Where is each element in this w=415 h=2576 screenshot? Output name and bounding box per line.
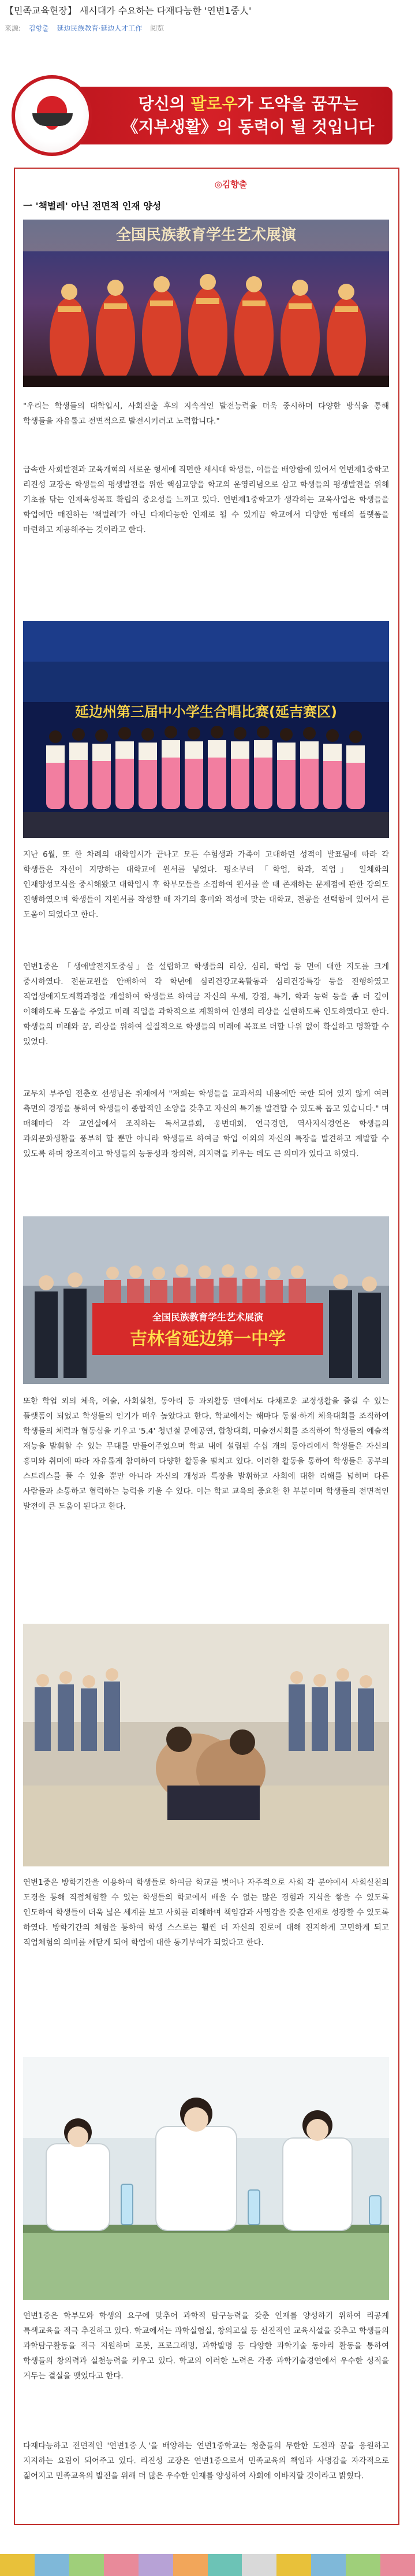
- paragraph-9: 다재다능하고 전면적인 '연변1중人'을 배양하는 연변1중학교는 청춘들의 무한한 도전과 꿈을 응원하고 지지하는 요람이 되어주고 있다. 리진성 교장은 연변1중으로서 민족교육의 책임과 사명감을 자각적으로 짊어지고 민족교육의 발전을 위해 더 많은 우수한 인재를 양성하여 사회에 이바지할 것이라고 밝혔다.: [23, 2441, 389, 2481]
- footer-stripe-11: [380, 2554, 415, 2576]
- meta-author-link[interactable]: 김향출: [28, 24, 49, 32]
- footer-stripe-5: [173, 2554, 208, 2576]
- meta-views: 阅览: [150, 24, 164, 32]
- footer-stripe-2: [69, 2554, 104, 2576]
- footer-stripe-9: [311, 2554, 346, 2576]
- follow-banner[interactable]: [6, 69, 404, 162]
- photo1-caption: 全国民族教育学生艺术展演: [115, 227, 297, 244]
- footer-stripe-7: [242, 2554, 276, 2576]
- paragraph-1: "우리는 학생들의 대학입시, 사회진출 후의 지속적인 발전능력을 더욱 중시하며 다양한 방식을 통해 학생들을 자유롭고 전면적으로 발전시키려고 노력합니다.": [23, 402, 389, 426]
- paragraph-7: 연변1중은 방학기간을 이용하여 학생들로 하여금 학교를 벗어나 자주적으로 사회 각 분야에서 사회실천의 도경을 통해 직접체험할 수 있는 학생들의 학교에서 배울 수 없는 많은 경험과 지식을 쌓을 수 있도록 인도하여 학생들이 더욱 넓은 세계를 보고 사회를 리해하며 책임감과 사명감을 갖춘 인재로 성장할 수 있도록 하였다. 방학기간의 체험을 통하여 학생 스스로는 훨씬 더 자신의 진로에 대해 진지하게 고민하게 되고 직업체험의 의미를 깨닫게 되어 학업에 대한 동기부여가 되었다고 한다.: [23, 1878, 389, 1947]
- photo-choir: [23, 621, 389, 838]
- footer-stripe-6: [208, 2554, 242, 2576]
- photo3-caption-1: 全国民族教育学生艺术展演: [152, 1312, 264, 1323]
- photo3-caption-2: 吉林省延边第一中学: [130, 1329, 286, 1349]
- meta-source-label: 来源:: [5, 24, 21, 32]
- banner-line-2: 《지부생활》의 동력이 될 것입니다: [122, 117, 375, 136]
- article-byline: ◎김향출: [214, 179, 248, 190]
- footer-stripe-1: [35, 2554, 69, 2576]
- article-headline: 【민족교육현장】 새시대가 수요하는 다재다능한 '연변1중人': [5, 5, 252, 16]
- footer-stripes: [0, 2554, 415, 2576]
- paragraph-6: 또한 학업 외의 체육, 예술, 사회실천, 동아리 등 과외활동 면에서도 다채로운 교정생활을 즐길 수 있는 플랫폼이 되었고 학생들의 인기가 매우 높았다고 한다. 학교에서는 해마다 동절·하계 체육대회를 조직하여 학생들의 체력과 협동심을 키우고 '5.4' 청년절 문예공연, 합창대회, 미술전시회를 조직하여 학생들의 예술적 재능을 발휘할 수 있는 무대를 만들어주었으며 학교 내에 설립된 수십 개의 동아리에서 학생들은 자신의 흥미와 취미에 따라 자유롭게 참여하여 다양한 활동을 펼치고 있다. 이러한 활동을 통하여 학생들은 공부의 스트레스를 풀 수 있을 뿐만 아니라 자신의 개성과 특장을 발휘하고 사회에 대한 리해를 넓히며 다른 사람들과 소통하고 협력하는 능력을 키울 수 있다. 이는 학교 교육의 중요한 한 부분이며 학생들의 전면적인 발전에 큰 도움이 된다고 한다.: [23, 1397, 389, 1511]
- paragraph-8: 연변1중은 학부모와 학생의 요구에 맞추어 과학적 탐구능력을 갖춘 인재를 양성하기 위하여 리공계 특색교육을 적극 추진하고 있다. 학교에서는 과학실험실, 창의교실 등 선진적인 교육시설을 갖추고 학생들의 과학탐구활동을 적극 지원하며 로봇, 프로그래밍, 과학발명 등 다양한 과학기술 동아리 활동을 통하여 학생들의 창의력과 실천능력을 키우고 있다. 학교의 이러한 노력은 각종 과학기술경연에서 우수한 성적을 거두는 결실을 맺었다고 한다.: [23, 2311, 389, 2381]
- photo-lab: [23, 2057, 389, 2300]
- banner-line-1: 당신의 팔로우가 도약을 꿈꾸는: [138, 94, 358, 113]
- magazine-logo-icon: [12, 75, 92, 156]
- footer-stripe-10: [346, 2554, 380, 2576]
- photo2-caption: 延边州第三届中小学生合唱比赛(延吉赛区): [75, 704, 337, 720]
- logo-base: [32, 113, 73, 126]
- photo-group-banner: [23, 1216, 389, 1384]
- article-subhead: 一 '책벌레' 아닌 전면적 인재 양성: [23, 201, 162, 211]
- paragraph-4: 연변1중은 「생애발전지도중심」을 설립하고 학생들의 리상, 심리, 학업 등 면에 대한 지도를 크게 중시하였다. 전문교원을 안배하여 각 학년에 심리건강교육활동과 심리건강특강 등을 진행하였고 직업생애지도계획과정을 개설하여 학생들로 하여금 자신의 우세, 강점, 특기, 학과 능력 등을 좀 더 깊이 이해하도록 도움을 주었고 미래 직업을 과학적으로 계획하여 인생의 리상을 실현하도록 인도하였다고 한다. 학생들의 미래와 꿈, 리상을 위하여 실질적으로 학생들의 미래에 목표로 더할 나위 없이 확실하고 명확할 수 있었다.: [23, 962, 389, 1046]
- photo-dancers: [23, 220, 389, 387]
- paragraph-5: 교무처 부주임 전춘호 선생님은 취재에서 "저희는 학생들을 교과서의 내용에만 국한 되어 있지 않게 여러 측면의 경쟁을 통하여 학생들이 종합적인 소양을 갖추고 자신의 특기를 발견할 수 있도록 돕고 있습니다." 며 매해마다 각 교연실에서 조직하는 독서교류회, 웅변대회, 연극경연, 역사지식경연은 학생들의 과외문화생활을 풍부히 할 뿐만 아니라 학생들로 하여금 학업 이외의 자신의 특장을 발견하고 계발할 수 있도록 하며 창조적이고 학생들의 능동성과 창의력, 의지력을 키우는 데도 큰 의미가 있다고 하였다.: [23, 1089, 389, 1159]
- footer-stripe-3: [104, 2554, 139, 2576]
- footer-stripe-8: [276, 2554, 311, 2576]
- paragraph-3: 지난 6월, 또 한 차례의 대학입시가 끝나고 모든 수험생과 가족이 고대하던 성적이 발표됨에 따라 각 학생들은 자신이 지망하는 대학교에 원서를 넣었다. 평소부터 「학업, 학과, 직업」 일체화의 인재양성모식을 중시해왔고 대학입시 후 학부모들을 소집하여 원서를 쓸 때 존재하는 문제점에 관한 강의도 진행하였으며 학생들이 지원서를 작성할 때 자기의 흥미와 적성에 맞는 대학교, 전공을 선택함에 있어서 큰 도움이 되었다고 한다.: [23, 850, 389, 919]
- photo-wrestling: [23, 1624, 389, 1866]
- article-meta: [5, 23, 409, 34]
- footer-stripe-4: [139, 2554, 173, 2576]
- paragraph-2: 급속한 사회발전과 교육개혁의 새로운 형세에 직면한 새시대 학생들, 이들을 배양함에 있어서 연변제1중학교 리진성 교장은 학생들의 평생발전을 위한 핵심교양을 학교의 운영리념으로 삼고 학생들의 평생발전을 위해 기초를 닦는 인재육성목표 확립의 중요성을 느끼고 있다. 연변제1중학교가 생각하는 교육사업은 학생들을 학업에만 매진하는 '책벌레'가 아닌 다재다능한 인재로 될 수 있게끔 학교에서 다양한 형태의 플랫폼을 마련하고 제공해주는 것이라고 한다.: [23, 465, 389, 534]
- banner-highlight: 팔로우: [190, 94, 238, 113]
- meta-category-link[interactable]: 延边民族教育·延边人才工作: [57, 24, 143, 32]
- footer-stripe-0: [0, 2554, 35, 2576]
